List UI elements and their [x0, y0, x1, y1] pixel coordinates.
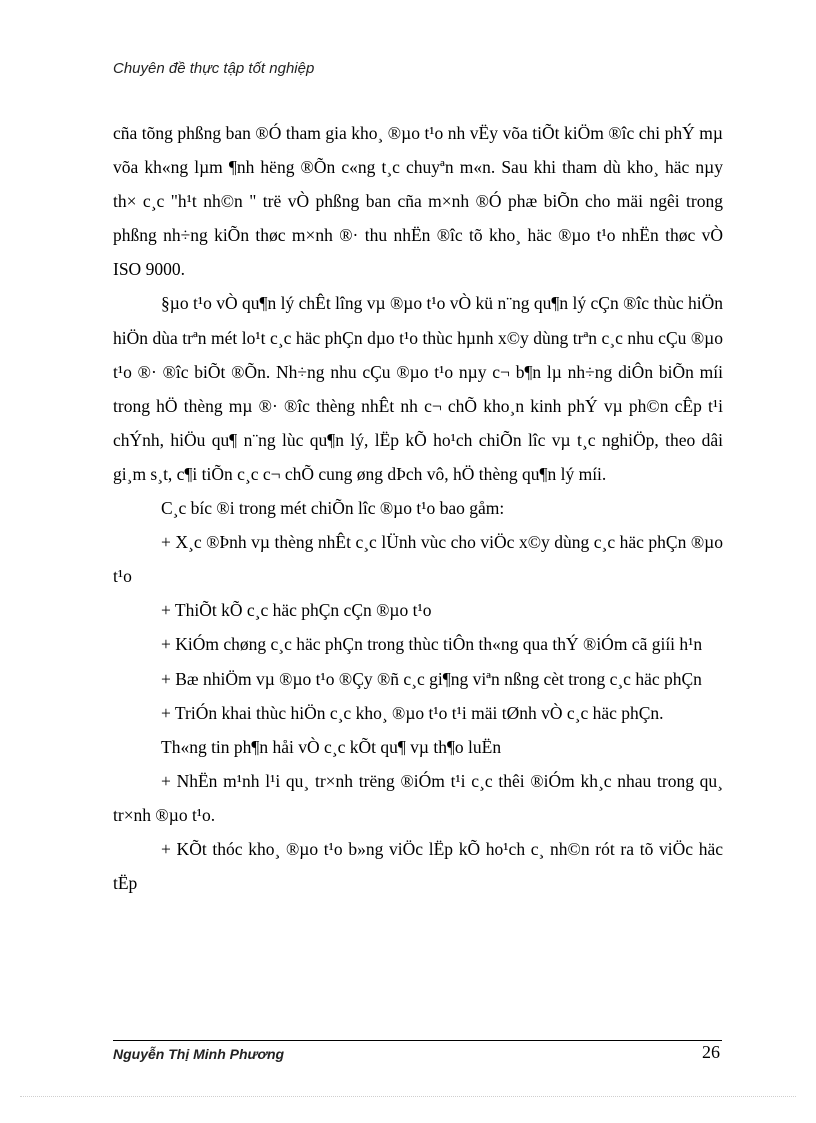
footer-author: Nguyễn Thị Minh Phương	[113, 1046, 285, 1062]
page-bottom-dotted-border	[20, 1096, 796, 1097]
page-header-title: Chuyên đề thực tập tốt nghiệp	[113, 60, 315, 77]
list-item-define-areas: + X¸c ®Þnh vµ thèng nhÊt c¸c lÜnh vùc cho viÖc x©y dùng c¸c häc phÇn ®µo t¹o	[113, 532, 723, 587]
list-item-end-course: + KÕt thóc kho¸ ®µo t¹o b»ng viÖc lËp kÕ ho¹ch c¸ nh©n rót ra tõ viÖc häc tËp	[113, 838, 723, 894]
footer-divider	[113, 1040, 722, 1041]
list-item-design-modules: + ThiÕt kÕ c¸c häc phÇn cÇn ®µo t¹o	[161, 600, 432, 621]
list-item-emphasize-process: + NhËn m¹nh l¹i qu¸ tr×nh trëng ®iÓm t¹i c¸c thêi ®iÓm kh¸c nhau trong qu¸ tr×nh ®µo t¹o.	[113, 770, 723, 825]
paragraph-training-management: §µo t¹o vÒ qu¶n lý chÊt lîng vµ ®µo t¹o vÒ kü n¨ng qu¶n lý cÇn ®îc thùc hiÖn hiÖn dùa trªn mét lo¹t c¸c häc phÇn dµo t¹o thùc hµnh x©y dùng trªn c¸c nhu cÇu ®µo t¹o ®· ®îc biÕt ®Õn. Nh÷ng nhu cÇu ®µo t¹o nµy c¬ b¶n lµ nh÷ng diÔn biÕn míi trong hÖ thèng mµ ®· ®îc thèng nhÊt nh c¬ chÕ kho¸n kinh phÝ vµ ph©n cÊp t¹i chÝnh, hiÖu qu¶ n¨ng lùc qu¶n lý, lËp kÕ ho¹ch chiÕn lîc vµ t¸c nghiÖp, theo dâi gi¸m s¸t, c¶i tiÕn c¸c c¬ chÕ cung øng dÞch vô, hÖ thèng qu¶n lý míi.	[113, 293, 723, 484]
paragraph-strategy-steps: C¸c bíc ®i trong mét chiÕn lîc ®µo t¹o bao gåm:	[161, 498, 505, 519]
list-item-deploy-courses: + TriÓn khai thùc hiÖn c¸c kho¸ ®µo t¹o t¹i mäi tØnh vÒ c¸c häc phÇn.	[161, 702, 664, 723]
paragraph-continuation: cña tõng phßng ban ®Ó tham gia kho¸ ®µo t¹o nh vËy võa tiÕt kiÖm ®îc chi phÝ mµ võa kh«ng lµm ¶nh hëng ®Õn c«ng t¸c chuyªn m«n. Sau khi tham dù kho¸ häc nµy th× c¸c "h¹t nh©n " trë vÒ phßng ban cña m×nh ®Ó phæ biÕn cho mäi ngêi trong phßng nh÷ng kiÕn thøc m×nh ®· thu nhËn ®îc tõ kho¸ häc ®µo t¹o nhËn thøc vÒ ISO 9000.	[113, 123, 723, 280]
list-item-appoint-trainers: + Bæ nhiÖm vµ ®µo t¹o ®Çy ®ñ c¸c gi¶ng viªn nßng cèt trong c¸c häc phÇn	[161, 668, 702, 689]
list-item-verify-modules: + KiÓm chøng c¸c häc phÇn trong thùc tiÔn th«ng qua thÝ ®iÓm cã giíi h¹n	[161, 634, 703, 655]
page-number: 26	[702, 1042, 720, 1062]
paragraph-feedback: Th«ng tin ph¶n håi vÒ c¸c kÕt qu¶ vµ th¶o luËn	[161, 736, 502, 757]
document-body	[113, 116, 723, 900]
